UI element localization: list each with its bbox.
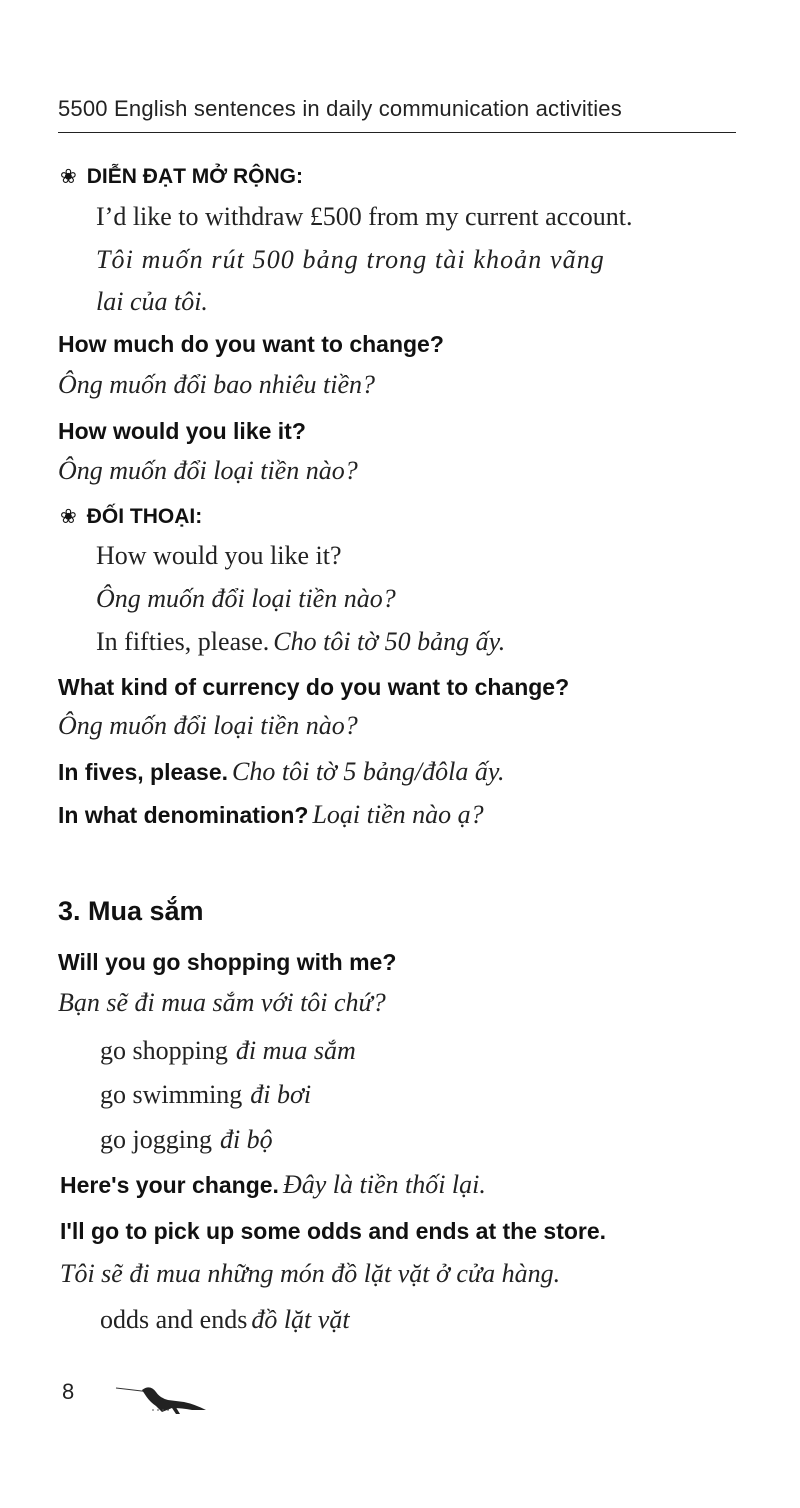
vocab-english: go swimming bbox=[100, 1080, 243, 1109]
section-title: 3. Mua sắm bbox=[58, 896, 204, 926]
page-number: 8 bbox=[62, 1379, 75, 1404]
dialog-line-3-vietnamese: Cho tôi tờ 50 bảng ấy. bbox=[273, 627, 506, 656]
answer-fives-english: In fives, please. bbox=[58, 759, 229, 785]
vocab-item bbox=[100, 1080, 311, 1110]
dialog-label: ĐỐI THOẠI: bbox=[86, 505, 203, 528]
vocab-item bbox=[100, 1125, 273, 1155]
expanded-expression-heading bbox=[60, 164, 303, 189]
question-denomination bbox=[58, 800, 484, 830]
answer-fives-vietnamese: Cho tôi tờ 5 bảng/đôla ấy. bbox=[232, 757, 505, 786]
sentence-change-vietnamese: Đây là tiền thối lại. bbox=[282, 1170, 486, 1199]
vocab-english: go shopping bbox=[100, 1036, 228, 1065]
vocab-english: go jogging bbox=[100, 1125, 212, 1154]
question-currency: What kind of currency do you want to change? bbox=[58, 674, 570, 700]
vocab-vietnamese: đi mua sắm bbox=[235, 1036, 356, 1065]
dialog-line-2: Ông muốn đổi loại tiền nào? bbox=[96, 584, 396, 613]
question-denomination-english: In what denomination? bbox=[58, 802, 309, 828]
vocab-vietnamese: đi bộ bbox=[219, 1125, 273, 1154]
sentence-odds-and-ends: I'll go to pick up some odds and ends at the store. bbox=[60, 1218, 607, 1244]
vocab-vietnamese: đi bơi bbox=[250, 1080, 312, 1109]
dialog-line-3-english: In fifties, please. bbox=[96, 627, 270, 656]
sentence-change bbox=[60, 1170, 486, 1200]
vocab-item bbox=[100, 1305, 350, 1335]
question-how-much: How much do you want to change? bbox=[58, 331, 444, 357]
header-title: 5500 English sentences in daily communication activities bbox=[58, 96, 622, 121]
vocab-vietnamese: đồ lặt vặt bbox=[251, 1305, 350, 1334]
expanded-vietnamese-line-2: lai của tôi. bbox=[96, 287, 208, 316]
vocab-english: odds and ends bbox=[100, 1305, 248, 1334]
vocab-item bbox=[100, 1036, 356, 1066]
dialog-heading bbox=[60, 504, 202, 529]
sentence-go-shopping: Will you go shopping with me? bbox=[58, 949, 397, 975]
running-header bbox=[58, 96, 736, 133]
question-how-much-translation: Ông muốn đổi bao nhiêu tiền? bbox=[58, 370, 376, 399]
question-currency-translation: Ông muốn đổi loại tiền nào? bbox=[58, 711, 358, 740]
expanded-expression-label: DIỄN ĐẠT MỞ RỘNG: bbox=[86, 165, 303, 188]
answer-fives bbox=[58, 757, 504, 787]
flower-icon: ❀ bbox=[60, 504, 77, 528]
dialog-line-1: How would you like it? bbox=[96, 541, 342, 570]
sentence-odds-and-ends-translation: Tôi sẽ đi mua những món đồ lặt vặt ở cửa hàng. bbox=[60, 1259, 561, 1288]
question-how-like: How would you like it? bbox=[58, 418, 306, 444]
sentence-go-shopping-translation: Bạn sẽ đi mua sắm với tôi chứ? bbox=[58, 988, 386, 1017]
expanded-vietnamese-line-1: Tôi muốn rút 500 bảng trong tài khoản vãng bbox=[96, 245, 605, 274]
dialog-line-3 bbox=[96, 627, 505, 657]
question-denomination-vietnamese: Loại tiền nào ạ? bbox=[312, 800, 484, 829]
bird-ornament-icon bbox=[112, 1380, 212, 1420]
flower-icon: ❀ bbox=[60, 164, 77, 188]
expanded-english-sentence: I’d like to withdraw £500 from my current account. bbox=[96, 202, 633, 231]
sentence-change-english: Here's your change. bbox=[60, 1172, 279, 1198]
question-how-like-translation: Ông muốn đổi loại tiền nào? bbox=[58, 456, 358, 485]
